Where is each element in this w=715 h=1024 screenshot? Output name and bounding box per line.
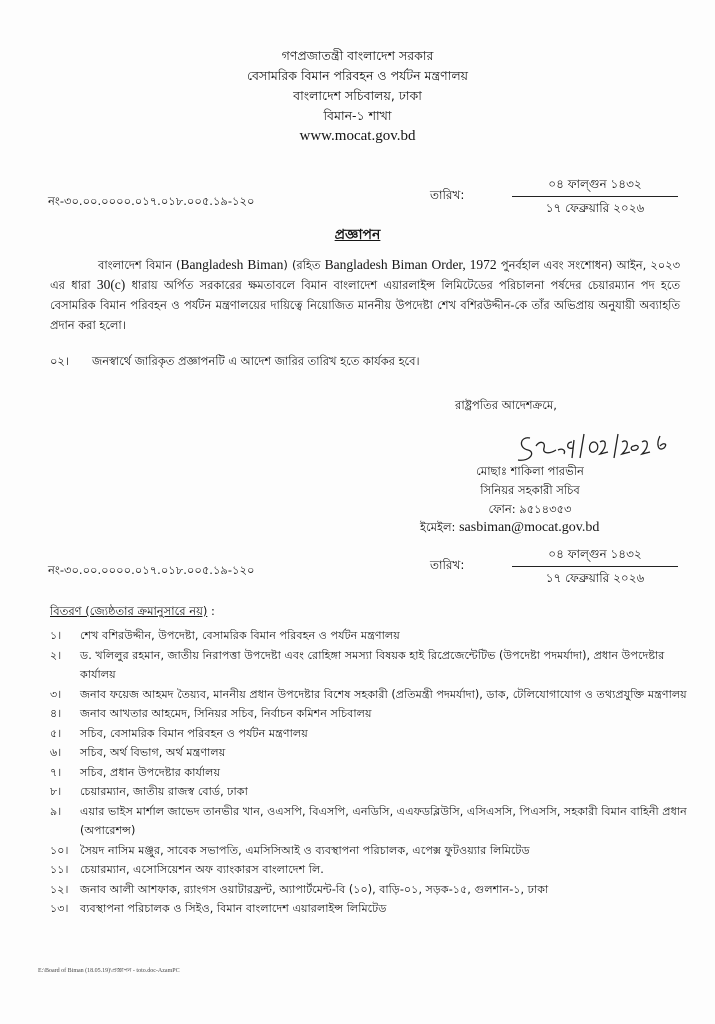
order-text: রাষ্ট্রপতির আদেশক্রমে, — [455, 398, 557, 412]
memo-number: নং-৩০.০০.০০০০.০১৭.০১৮.০০৫.১৯-১২০ — [48, 194, 255, 208]
list-item-text: ড. খলিলুর রহমান, জাতীয় নিরাপত্তা উপদেষ্টা এবং রোহিঙ্গা সমস্যা বিষয়ক হাই রিপ্রেজেন্টেটিভ (উপদেষ্টা পদমর্যাদা), প্রধান উপদেষ্টার কার্যালয় — [80, 648, 665, 681]
list-item-text: চেয়ারম্যান, এসোসিয়েশন অফ ব্যাংকারস বাংলাদেশ লি. — [80, 863, 324, 876]
ministry-name: বেসামরিক বিমান পরিবহন ও পর্যটন মন্ত্রণালয় — [246, 68, 469, 83]
paragraph-2-text: জনস্বার্থে জারিকৃত প্রজ্ঞাপনটি এ আদেশ জারির তারিখ হতে কার্যকর হবে। — [92, 354, 420, 368]
para1-text-4: ধারায় অর্পিত সরকারের ক্ষমতাবলে বিমান বাংলাদেশ এয়ারলাইন্স লিমিটেডের পরিচালনা পর্ষদের চেয়ারম্যান পদ হতে বেসামরিক বিমান পরিবহন ও পর্যটন মন্ত্রণালয়ের দায়িত্বে নিয়োজিত মাননীয় উপদেষ্টা শেখ বশিরউদ্দীন-কে তাঁর অভিপ্রায় অনুযায়ী অব্যাহতি প্রদান করা হলো। — [50, 278, 680, 332]
email-label: ইমেইল: — [420, 520, 460, 534]
paragraph-1 — [50, 255, 680, 335]
list-item — [50, 685, 690, 705]
list-item-number: ২। — [50, 648, 62, 662]
paragraph-2-number: ০২। — [50, 354, 69, 368]
signatory-email-line — [420, 519, 599, 538]
date-gregorian: ১৭ ফেব্রুয়ারি ২০২৬ — [545, 201, 645, 215]
date-gregorian-2: ১৭ ফেব্রুয়ারি ২০২৬ — [545, 571, 645, 585]
list-item-text: চেয়ারম্যান, জাতীয় রাজস্ব বোর্ড, ঢাকা — [80, 785, 248, 798]
para1-text-3: পুনর্বহাল এবং সংশোধন) আইন, ২০২৩ এর ধারা — [50, 258, 680, 292]
list-item-text: জনাব আখতার আহমেদ, সিনিয়র সচিব, নির্বাচন কমিশন সচিবালয় — [80, 707, 372, 720]
list-item-text: ব্যবস্থাপনা পরিচালক ও সিইও, বিমান বাংলাদেশ এয়ারলাইন্স লিমিটেড — [80, 902, 387, 915]
government-name: গণপ্রজাতন্ত্রী বাংলাদেশ সরকার — [281, 48, 434, 63]
branch-name: বিমান-১ শাখা — [323, 108, 392, 123]
list-item-text: সৈয়দ নাসিম মঞ্জুর, সাবেক সভাপতি, এমসিসিআই ও ব্যবস্থাপনা পরিচালক, এপেক্স ফুটওয়্যার লিমিটেড — [80, 843, 530, 857]
memo-number-2: নং-৩০.০০.০০০০.০১৭.০১৮.০০৫.১৯-১২০ — [48, 563, 255, 577]
date-block — [430, 176, 680, 220]
list-item-number: ১২। — [50, 882, 69, 896]
signatory-phone: ফোন: ৯৫১৪৩৫৩ — [488, 502, 572, 516]
distribution-list — [50, 626, 690, 919]
list-item-number: ৯। — [50, 804, 62, 818]
list-item-number: ৬। — [50, 746, 62, 759]
signatory-name: মোছাঃ শাকিলা পারভীন — [476, 464, 584, 478]
date-label: তারিখ: — [430, 188, 465, 202]
distribution-heading-colon: : — [207, 604, 215, 618]
list-item-number: ১৩। — [50, 902, 69, 915]
date-label-2: তারিখ: — [430, 558, 465, 572]
distribution-heading-text: বিতরণ (জ্যেষ্ঠতার ক্রমানুসারে নয়) — [50, 604, 208, 618]
date-block-2 — [430, 546, 680, 590]
list-item — [50, 860, 690, 880]
para1-english-2: Bangladesh Biman Order, 1972 — [324, 257, 497, 272]
list-item-number: ৫। — [50, 726, 62, 740]
para1-text-1: বাংলাদেশ বিমান ( — [98, 258, 181, 272]
para1-english-3: 30(c) — [96, 277, 126, 292]
paragraph-2 — [50, 353, 420, 372]
email-link[interactable]: sasbiman@mocat.gov.bd — [459, 520, 600, 535]
list-item-number: ৩। — [50, 687, 62, 701]
list-item-text: জনাব আলী আশফাক, র‍্যাংগস ওয়াটারফ্রন্ট, অ্যাপার্টমেন্ট-বি (১০), বাড়ি-০১, সড়ক-১৫, গুলশান-১, ঢাকা — [80, 882, 549, 896]
list-item — [50, 802, 690, 841]
list-item-number: ১০। — [50, 843, 69, 857]
list-item — [50, 763, 690, 783]
para1-text-2: ) (রহিত — [283, 258, 325, 272]
signatory-block — [430, 462, 630, 519]
date-bangla-2: ০৪ ফাল্গুন ১৪৩২ — [548, 547, 642, 561]
list-item-text: জনাব ফয়েজ আহমদ তৈয়্যব, মাননীয় প্রধান উপদেষ্টার বিশেষ সহকারী (প্রতিমন্ত্রী পদমর্যাদা), ডাক, টেলিযোগাযোগ ও তথ্যপ্রযুক্তি মন্ত্রণালয় — [80, 687, 687, 701]
list-item-number: ৪। — [50, 707, 62, 720]
date-divider — [512, 196, 678, 197]
list-item — [50, 743, 690, 763]
list-item — [50, 841, 690, 861]
list-item-text: সচিব, প্রধান উপদেষ্টার কার্যালয় — [80, 765, 221, 779]
list-item — [50, 646, 690, 685]
list-item — [50, 782, 690, 802]
list-item — [50, 704, 690, 724]
list-item-text: সচিব, অর্থ বিভাগ, অর্থ মন্ত্রণালয় — [80, 746, 226, 759]
list-item-text: এয়ার ভাইস মার্শাল জাভেদ তানভীর খান, ওএসপি, বিএসপি, এনডিসি, এএফডব্লিউসি, এসিএসসি, পিএসসি, সহকারী বিমান বাহিনী প্রধান (অপারেশন্স) — [80, 804, 687, 837]
list-item — [50, 880, 690, 900]
list-item — [50, 899, 690, 919]
para1-english-1: Bangladesh Biman — [180, 257, 284, 272]
list-item-number: ৭। — [50, 765, 62, 779]
list-item — [50, 626, 690, 646]
distribution-heading — [50, 603, 215, 622]
signatory-designation: সিনিয়র সহকারী সচিব — [480, 483, 580, 497]
secretariat-name: বাংলাদেশ সচিবালয়, ঢাকা — [293, 88, 422, 103]
date-bangla: ০৪ ফাল্গুন ১৪৩২ — [548, 177, 642, 191]
list-item — [50, 724, 690, 744]
list-item-text: শেখ বশিরউদ্দীন, উপদেষ্টা, বেসামরিক বিমান পরিবহন ও পর্যটন মন্ত্রণালয় — [80, 629, 400, 642]
letterhead — [0, 46, 715, 146]
date-divider-2 — [512, 566, 678, 567]
list-item-number: ১১। — [50, 863, 69, 876]
list-item-text: সচিব, বেসামরিক বিমান পরিবহন ও পর্যটন মন্ত্রণালয় — [80, 726, 308, 740]
website-link[interactable]: www.mocat.gov.bd — [299, 128, 416, 144]
file-path-footer: E:\Board of Biman (18.05.19)\প্রজ্ঞাপন - toto.doc-AzamPC — [38, 968, 180, 974]
list-item-number: ১। — [50, 629, 62, 642]
list-item-number: ৮। — [50, 785, 62, 798]
document-title: প্রজ্ঞাপন — [334, 227, 381, 243]
